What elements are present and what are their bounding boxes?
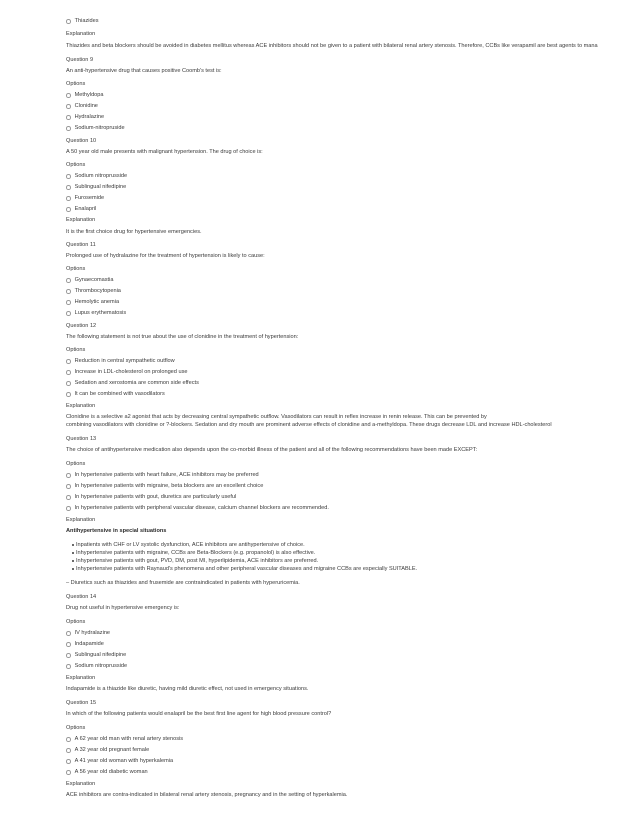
options-label: Options <box>66 162 86 168</box>
option-label: A 62 year old man with renal artery stenosis <box>74 736 184 742</box>
option-row[interactable] <box>66 472 259 479</box>
option-label: IV hydralazine <box>74 630 111 636</box>
question-title: Question 11 <box>66 242 96 248</box>
option-label: In hypertensive patients with peripheral vascular disease, calcium channel blockers are recommended. <box>74 505 329 511</box>
option-label: Sodium nitroprusside <box>74 663 128 669</box>
radio-button[interactable] <box>66 484 71 489</box>
radio-button[interactable] <box>66 311 71 316</box>
option-label: Gynaecomastia <box>74 277 114 283</box>
options-label: Options <box>66 347 86 353</box>
radio-button[interactable] <box>66 392 71 397</box>
bullet-item: Inhypertensive patients with Raynaud's phenomena and other peripheral vascular diseases and migraine CCBs are especially SUITABLE. <box>76 566 418 572</box>
radio-button[interactable] <box>66 748 71 753</box>
radio-button[interactable] <box>66 770 71 775</box>
question-title: Question 9 <box>66 57 94 63</box>
option-label: Sedation and xerostomia are common side effects <box>74 380 199 386</box>
explanation-text: Clonidine is a selective a2 agonist that acts by decreasing central sympathetic outflow. Vasodilators can result in reflex increase in renin release. This can be prevented by <box>66 414 487 420</box>
option-row[interactable] <box>66 380 199 387</box>
option-label: Lupus erythematosis <box>74 310 127 316</box>
radio-button[interactable] <box>66 370 71 375</box>
option-label: A 56 year old diabetic woman <box>74 769 148 775</box>
option-label: Increase in LDL-cholesterol on prolonged use <box>74 369 188 375</box>
radio-button[interactable] <box>66 495 71 500</box>
option-label: Furosemide <box>74 195 105 201</box>
option-row[interactable] <box>66 114 104 121</box>
option-row[interactable] <box>66 641 104 648</box>
option-row[interactable] <box>66 92 104 99</box>
radio-button[interactable] <box>66 473 71 478</box>
option-row[interactable] <box>66 483 263 490</box>
question-text: The choice of antihypertensive medication also depends upon the co-morbid illness of the patient and all of the following recommendations have been made EXCEPT: <box>66 447 478 453</box>
explanation-text: combining vasodilators with clonidine or ?-blockers. Sedation and dry mouth are prominent adverse effects of clonidine and a-methyldopa. These drugs decrease LDL and increase HDL-cholesterol <box>66 422 552 428</box>
option-label: Hemolytic anemia <box>74 299 120 305</box>
explanation-text: Thiazides and beta blockers should be avoided in diabetes mellitus whereas ACE inhibitors should not be given to a patient with bilateral renal artery stenosis. Therefore, CCBs like verapamil are best agents to mana <box>66 43 598 49</box>
question-text: The following statement is not true about the use of clonidine in the treatment of hypertension: <box>66 334 299 340</box>
option-label: Sodium-nitropruside <box>74 125 125 131</box>
option-row[interactable] <box>66 125 125 132</box>
radio-button[interactable] <box>66 759 71 764</box>
options-label: Options <box>66 725 86 731</box>
option-row[interactable] <box>66 630 110 637</box>
question-text: A 50 year old male presents with malignant hypertension. The drug of choice is: <box>66 149 263 155</box>
radio-button[interactable] <box>66 289 71 294</box>
option-row[interactable] <box>66 391 165 398</box>
radio-button[interactable] <box>66 506 71 511</box>
options-label: Options <box>66 619 86 625</box>
radio-button[interactable] <box>66 381 71 386</box>
options-label: Options <box>66 266 86 272</box>
option-row[interactable] <box>66 663 127 670</box>
radio-button[interactable] <box>66 300 71 305</box>
option-label: It can be combined with vasodilators <box>74 391 165 397</box>
radio-button[interactable] <box>66 653 71 658</box>
explanation-label: Explanation <box>66 31 96 37</box>
explanation-label: Explanation <box>66 517 96 523</box>
bullet-item: Inhypertensive patients with migraine, CCBs are Beta-Blockers (e.g. propanolol) is also effective. <box>76 550 316 556</box>
option-row[interactable] <box>66 206 96 213</box>
option-label: Indapamide <box>74 641 104 647</box>
explanation-note: – Diuretics such as thiazides and frusemide are contraindicated in patients with hyperuricemia. <box>66 580 300 586</box>
question-title: Question 13 <box>66 436 97 442</box>
radio-button[interactable] <box>66 93 71 98</box>
radio-button[interactable] <box>66 115 71 120</box>
option-row[interactable] <box>66 358 175 365</box>
explanation-text: It is the first choice drug for hypertensive emergencies. <box>66 229 202 235</box>
radio-button[interactable] <box>66 359 71 364</box>
question-title: Question 10 <box>66 138 97 144</box>
option-row[interactable] <box>66 758 173 765</box>
explanation-label: Explanation <box>66 217 96 223</box>
radio-button[interactable] <box>66 642 71 647</box>
question-text: Prolonged use of hydralazine for the treatment of hypertension is likely to cause: <box>66 253 265 259</box>
option-row[interactable] <box>66 747 149 754</box>
option-label: Sublingual nifedipine <box>74 184 127 190</box>
radio-button[interactable] <box>66 737 71 742</box>
radio-button[interactable] <box>66 207 71 212</box>
radio-button[interactable] <box>66 631 71 636</box>
option-row[interactable] <box>66 184 126 191</box>
option-row[interactable] <box>66 103 98 110</box>
option-row[interactable] <box>66 18 99 25</box>
option-label: In hypertensive patients with migraine, beta blockers are an excellent choice <box>74 483 264 489</box>
options-label: Options <box>66 461 86 467</box>
question-title: Question 14 <box>66 594 97 600</box>
option-row[interactable] <box>66 736 183 743</box>
option-label: Enalapril <box>74 206 97 212</box>
option-label: Sodium nitroprusside <box>74 173 128 179</box>
option-row[interactable] <box>66 195 104 202</box>
option-row[interactable] <box>66 769 148 776</box>
bullet-item: Inhypertensive patients with gout, PVD, DM, post MI, hyperlipidemia, ACE inhibitors are preferred. <box>76 558 319 564</box>
option-label: Methyldopa <box>74 92 104 98</box>
radio-button[interactable] <box>66 196 71 201</box>
option-label: Sublingual nifedipine <box>74 652 127 658</box>
option-row[interactable] <box>66 277 113 284</box>
question-title: Question 12 <box>66 323 97 329</box>
explanation-text: Indapamide is a thiazide like diuretic, having mild diuretic effect, not used in emergency situations. <box>66 686 309 692</box>
option-label: Hydralazine <box>74 114 105 120</box>
bullet-item: Inpatients with CHF or LV systolic dysfunction, ACE inhibitors are antihypertensive of choice. <box>76 542 305 548</box>
question-text: In which of the following patients would enalapril be the best first line agent for high blood pressure control? <box>66 711 332 717</box>
radio-button[interactable] <box>66 174 71 179</box>
option-row[interactable] <box>66 173 127 180</box>
explanation-heading: Antihypertensive in special situations <box>66 528 167 534</box>
option-row[interactable] <box>66 494 236 501</box>
radio-button[interactable] <box>66 278 71 283</box>
question-text: An anti-hypertensive drug that causes positive Coomb's test is: <box>66 68 222 74</box>
option-label: Clonidine <box>74 103 98 109</box>
option-label: In hypertensive patients with gout, diuretics are particularly useful <box>74 494 237 500</box>
option-row[interactable] <box>66 505 329 512</box>
option-row[interactable] <box>66 369 187 376</box>
option-label: Thiazides <box>74 18 99 24</box>
question-text: Drug not useful in hypertensive emergency is: <box>66 605 180 611</box>
explanation-label: Explanation <box>66 403 96 409</box>
option-label: A 32 year old pregnant female <box>74 747 150 753</box>
option-row[interactable] <box>66 310 126 317</box>
option-label: Reduction in central sympathetic outflow <box>74 358 175 364</box>
radio-button[interactable] <box>66 664 71 669</box>
options-label: Options <box>66 81 86 87</box>
radio-button[interactable] <box>66 126 71 131</box>
option-row[interactable] <box>66 652 126 659</box>
option-label: Thrombocytopenia <box>74 288 121 294</box>
radio-button[interactable] <box>66 104 71 109</box>
question-title: Question 15 <box>66 700 97 706</box>
explanation-label: Explanation <box>66 675 96 681</box>
radio-button[interactable] <box>66 185 71 190</box>
option-row[interactable] <box>66 299 119 306</box>
option-row[interactable] <box>66 288 121 295</box>
explanation-text: ACE inhibitors are contra-indicated in bilateral renal artery stenosis, pregnancy and in the setting of hyperkalemia. <box>66 792 348 798</box>
option-label: A 41 year old woman with hyperkalemia <box>74 758 174 764</box>
option-label: In hypertensive patients with heart failure, ACE inhibitors may be preferred <box>74 472 259 478</box>
explanation-label: Explanation <box>66 781 96 787</box>
radio-button[interactable] <box>66 19 71 24</box>
